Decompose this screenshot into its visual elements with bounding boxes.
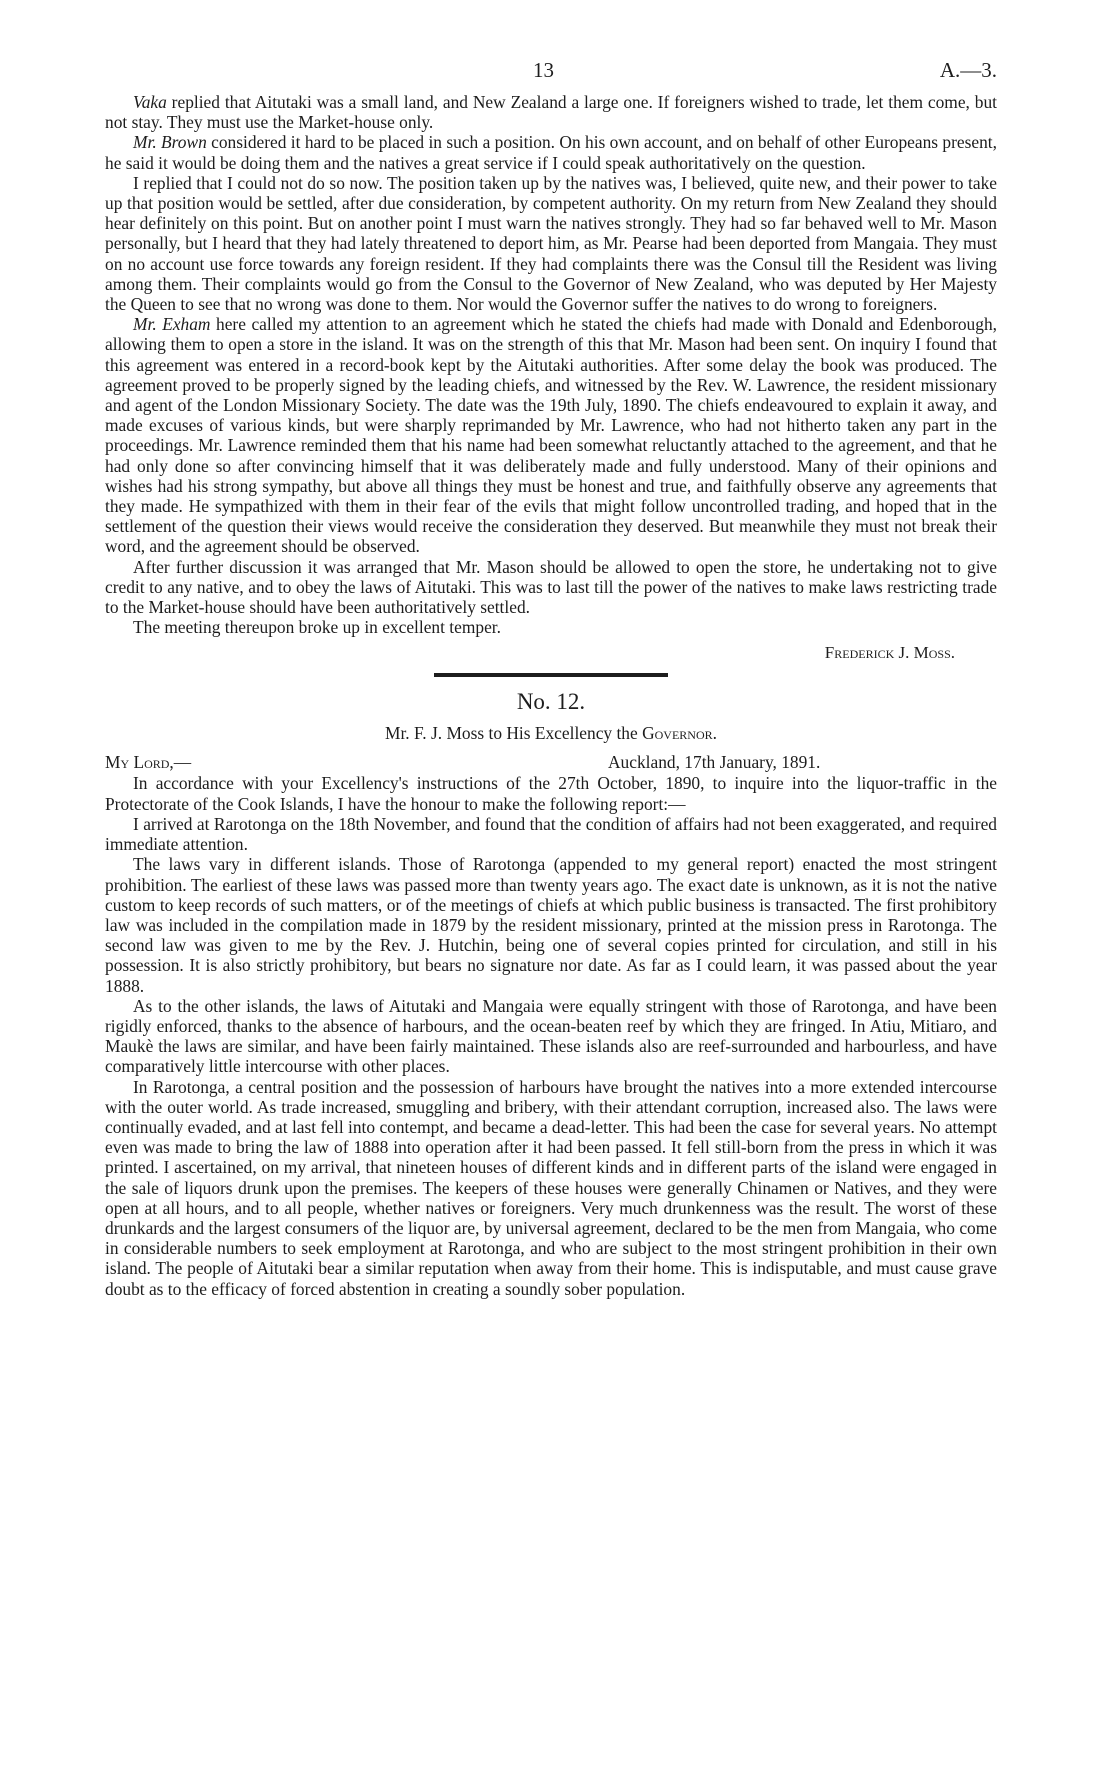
signature: Frederick J. Moss. xyxy=(824,643,955,663)
letter-body xyxy=(105,773,997,1298)
meeting-report xyxy=(105,92,997,637)
section-divider xyxy=(434,673,668,677)
paragraph: As to the other islands, the laws of Aitutaki and Mangaia were equally stringent with those of Rarotonga, and have been rigidly enforced, thanks to the absence of harbours, and the ocean-beaten reef by which they are fringed. In Atiu, Mitiaro, and Maukè the laws are similar, and have been fairly maintained. These islands also are reef-surrounded and harbourless, and have comparatively little intercourse with other places. xyxy=(105,995,997,1077)
page-header xyxy=(105,58,997,92)
document-page xyxy=(105,58,997,1738)
paragraph xyxy=(105,132,997,172)
place-date: Auckland, 17th January, 1891. xyxy=(608,752,821,773)
paragraph-text: I replied that I could not do so now. The position taken up by the natives was, I believed, quite new, and their power to take up that position would be settled, after due consideration, by competent authority. On my return from New Zealand they should hear definitely on this point. But on another point I must warn the natives strongly. They had so far behaved well to Mr. Mason personally, but I heard that they had lately threatened to deport him, as Mr. Pearse had been deported from Mangaia. They must on no account use force towards any foreign resident. If they had complaints there was the Consul till the Resident was living among them. Their complaints would go from the Consul to the Governor of New Zealand, who was deputed by Her Majesty the Queen to see that no wrong was done to them. Nor would the Governor suffer the natives to do wrong to foreigners. xyxy=(105,172,997,315)
paragraph-text: replied that Aitutaki was a small land, and New Zealand a large one. If foreigners wished to trade, let them come, but not stay. They must use the Market-house only. xyxy=(105,92,997,133)
page-number: 13 xyxy=(533,58,554,82)
document-code: A.—3. xyxy=(939,58,997,82)
paragraph xyxy=(105,314,997,556)
paragraph xyxy=(105,617,997,637)
salutation: My Lord,— xyxy=(105,752,192,773)
letter-title-recipient: Governor. xyxy=(642,723,717,744)
paragraph: In Rarotonga, a central position and the possession of harbours have brought the natives into a more extended intercourse with the outer world. As trade increased, smuggling and bribery, with their attendant corruption, increased also. The laws were continually evaded, and at last fell into contempt, and became a dead-letter. This had been the case for several years. No attempt even was made to bring the law of 1888 into operation after it had been passed. It fell still-born from the press in which it was printed. I ascertained, on my arrival, that nineteen houses of different kinds and in different parts of the island were engaged in the sale of liquors drunk upon the premises. The keepers of these houses were generally Chinamen or Natives, and they were open at all hours, and to all people, whether natives or foreigners. Very much drunkenness was the result. The worst of these drunkards and the largest consumers of the liquor are, by universal agreement, declared to be the men from Mangaia, who come in considerable numbers to seek employment at Rarotonga, and who are subject to the most stringent prohibition in their own island. The people of Aitutaki bear a similar reputation when away from their home. This is indisputable, and must cause grave doubt as to the efficacy of forced abstention in creating a soundly sober population. xyxy=(105,1076,997,1299)
letter-title-text: Mr. F. J. Moss to His Excellency the xyxy=(385,723,643,744)
speaker-name: Mr. Brown xyxy=(133,132,207,153)
paragraph xyxy=(105,173,997,314)
paragraph xyxy=(105,92,997,132)
paragraph xyxy=(105,557,997,618)
salutation-row xyxy=(105,752,997,773)
paragraph-text: considered it hard to be placed in such a position. On his own account, and on behalf of other Europeans present, he said it would be doing them and the natives a great service if I could speak authoritatively on the question. xyxy=(105,132,997,173)
paragraph: The laws vary in different islands. Those of Rarotonga (appended to my general report) enacted the most stringent prohibition. The earliest of these laws was passed more than twenty years ago. The exact date is unknown, as it is not the native custom to keep records of such matters, or of the meetings of chiefs at which public business is transacted. The first prohibitory law was included in the compilation made in 1879 by the resident missionary, printed at the mission press in Rarotonga. The second law was given to me by the Rev. J. Hutchin, being one of several copies printed for circulation, and still in his possession. It is also strictly prohibitory, but bears no signature nor date. As far as I could learn, it was passed about the year 1888. xyxy=(105,854,997,996)
paragraph-text: After further discussion it was arranged that Mr. Mason should be allowed to open the store, he undertaking not to give credit to any native, and to obey the laws of Aitutaki. This was to last till the power of the natives to make laws restricting trade to the Market-house should have been authoritatively settled. xyxy=(105,556,997,618)
paragraph: I arrived at Rarotonga on the 18th November, and found that the condition of affairs had not been exaggerated, and required immediate attention. xyxy=(105,813,997,855)
paragraph-text: The meeting thereupon broke up in excellent temper. xyxy=(133,617,501,638)
speaker-name: Mr. Exham xyxy=(133,314,211,335)
letter-number: No. 12. xyxy=(516,689,586,715)
speaker-name: Vaka xyxy=(133,92,167,112)
paragraph-text: here called my attention to an agreement which he stated the chiefs had made with Donald and Edenborough, allowing them to open a store in the island. It was on the strength of this that Mr. Mason had been sent. On inquiry I found that this agreement was entered in a record-book kept by the Aitutaki authorities. After some delay the book was produced. The agreement proved to be properly signed by the leading chiefs, and witnessed by the Rev. W. Lawrence, the resident missionary and agent of the London Missionary Society. The date was the 19th July, 1890. The chiefs endeavoured to explain it away, and made excuses of various kinds, but were sharply reprimanded by Mr. Lawrence, who had not hitherto taken any part in the proceedings. Mr. Lawrence reminded them that his name had been somewhat reluctantly attached to the agreement, and that he had only done so after convincing himself that it was deliberately made and fully understood. Many of their opinions and wishes had his strong sympathy, but above all things they must be honest and true, and faithfully observe any agreements that they made. He sympathized with them in their fear of the evils that might follow uncontrolled trading, and hoped that in the settlement of the question their views would receive the consideration they deserved. But meanwhile they must not break their word, and the agreement should be observed. xyxy=(105,314,997,557)
paragraph: In accordance with your Excellency's instructions of the 27th October, 1890, to inquire into the liquor-traffic in the Protectorate of the Cook Islands, I have the honour to make the following report:— xyxy=(105,773,997,814)
letter-title xyxy=(105,723,997,744)
